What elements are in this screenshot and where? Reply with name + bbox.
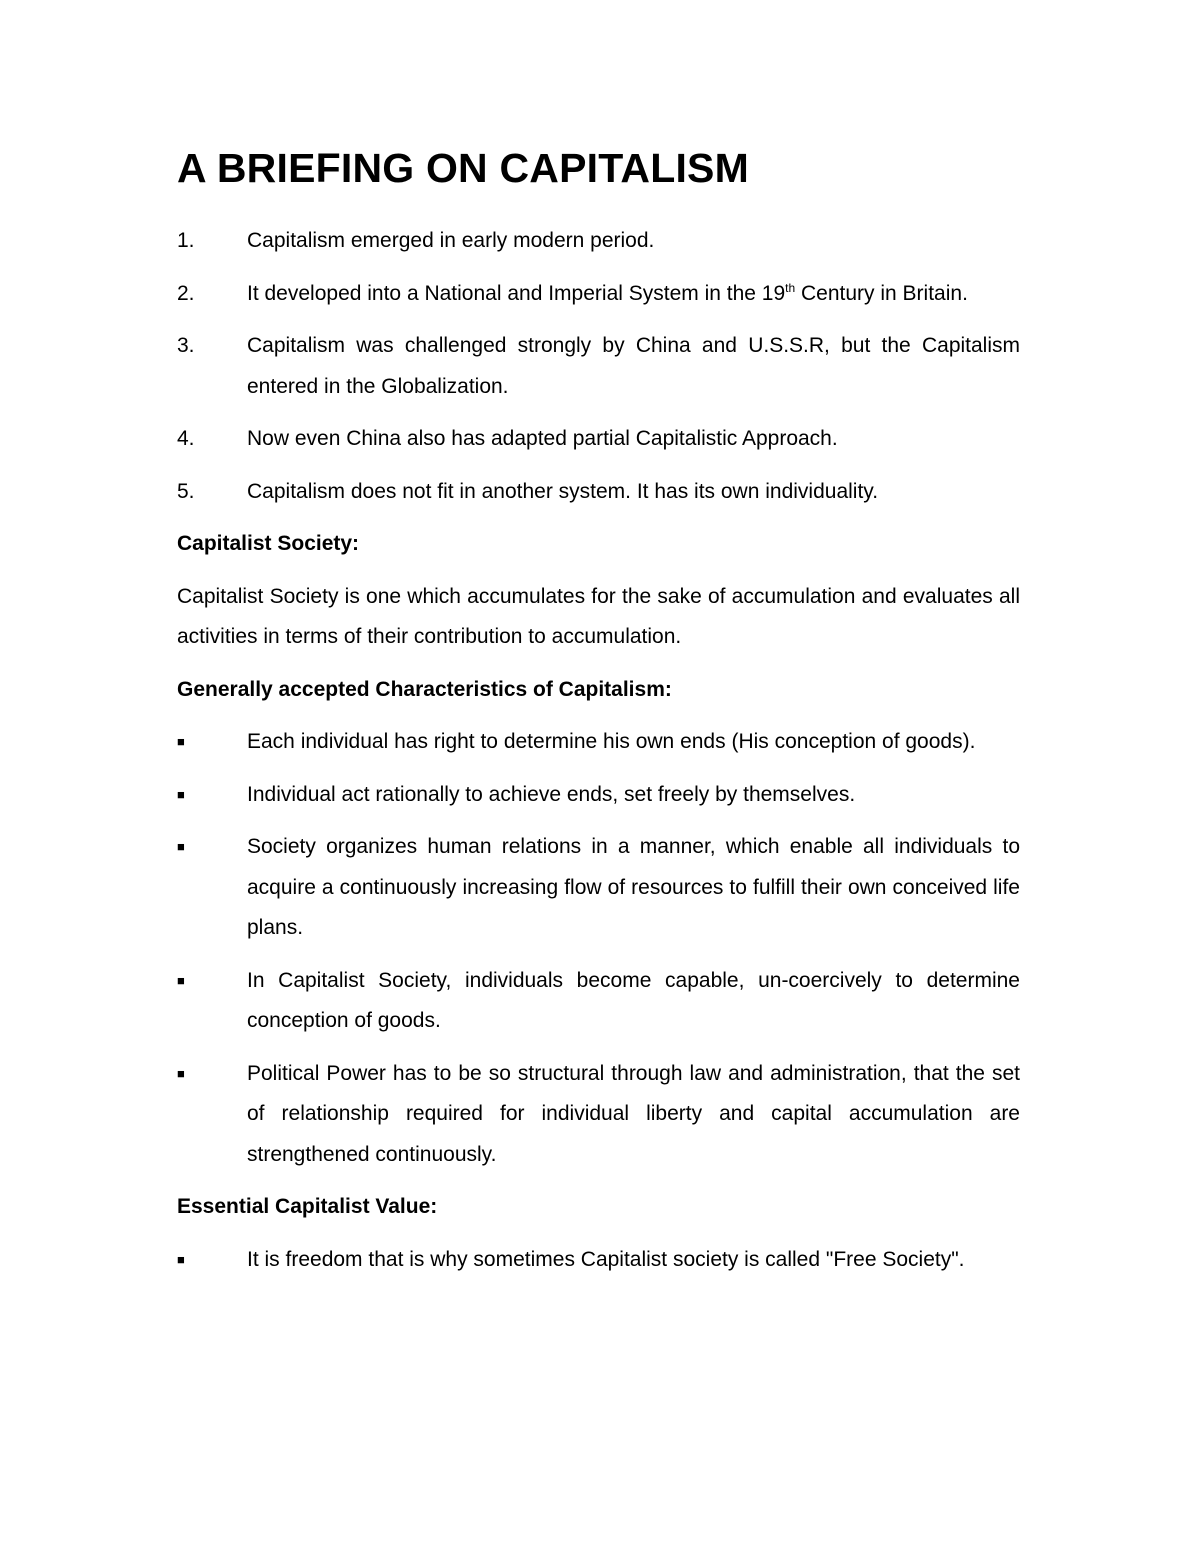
list-item-text-part: It developed into a National and Imperial System in the 19 — [247, 281, 786, 305]
bullet-item-text: It is freedom that is why sometimes Capitalist society is called "Free Society". — [247, 1247, 965, 1271]
bullet-list-item — [177, 1054, 1020, 1176]
bullet-list-item — [177, 722, 1020, 763]
characteristics-bullet-list — [177, 722, 1020, 1175]
section-heading-capitalist-value: Essential Capitalist Value: — [177, 1195, 438, 1218]
bullet-item-text: In Capitalist Society, individuals become capable, un-coercively to determine conception of goods. — [247, 968, 1020, 1032]
numbered-list-item — [177, 419, 1020, 460]
numbered-list-item — [177, 274, 1020, 315]
list-number: 4. — [177, 427, 195, 450]
values-bullet-list — [177, 1240, 1020, 1281]
section-heading-characteristics: Generally accepted Characteristics of Capitalism: — [177, 677, 672, 701]
bullet-item-text: Society organizes human relations in a manner, which enable all individuals to acquire a continuously increasing flow of resources to fulfill their own conceived life plans. — [247, 835, 1020, 939]
bullet-list-item — [177, 1240, 1020, 1281]
document-title: A BRIEFING ON CAPITALISM — [177, 145, 749, 191]
capitalist-society-paragraph: Capitalist Society is one which accumulates for the sake of accumulation and evaluates all activities in terms of their contribution to accumulation. — [177, 584, 1020, 648]
square-bullet-icon: ■ — [177, 734, 185, 749]
square-bullet-icon: ■ — [177, 1251, 185, 1267]
list-number: 2. — [177, 281, 195, 305]
square-bullet-icon: ■ — [177, 972, 185, 988]
bullet-item-text: Individual act rationally to achieve ends, set freely by themselves. — [247, 782, 856, 806]
bullet-item-text: Each individual has right to determine his own ends (His conception of goods). — [247, 730, 976, 753]
numbered-list-item — [177, 326, 1020, 407]
list-item-text: Capitalism emerged in early modern period. — [247, 229, 655, 252]
ordinal-superscript: th — [785, 280, 796, 295]
bullet-list-item — [177, 775, 1020, 816]
section-heading-capitalist-society: Capitalist Society: — [177, 532, 360, 555]
numbered-list-item — [177, 221, 1020, 262]
list-number: 3. — [177, 334, 195, 357]
list-item-text: Now even China also has adapted partial Capitalistic Approach. — [247, 427, 838, 450]
square-bullet-icon: ■ — [177, 1065, 185, 1081]
square-bullet-icon: ■ — [177, 839, 185, 854]
numbered-list — [177, 221, 1020, 512]
list-item-text-part: Century in Britain. — [795, 281, 968, 305]
list-number: 1. — [177, 229, 195, 252]
square-bullet-icon: ■ — [177, 786, 185, 802]
document-page — [177, 140, 1020, 1292]
bullet-item-text: Political Power has to be so structural through law and administration, that the set of relationship required for individual liberty and capital accumulation are strengthened continuously. — [247, 1061, 1020, 1166]
list-item-text: Capitalism was challenged strongly by China and U.S.S.R, but the Capitalism entered in the Globalization. — [247, 334, 1020, 398]
list-item-text — [247, 274, 1020, 315]
bullet-list-item — [177, 961, 1020, 1042]
numbered-list-item — [177, 472, 1020, 513]
list-number: 5. — [177, 479, 195, 503]
list-item-text: Capitalism does not fit in another system. It has its own individuality. — [247, 479, 879, 503]
bullet-list-item — [177, 827, 1020, 949]
